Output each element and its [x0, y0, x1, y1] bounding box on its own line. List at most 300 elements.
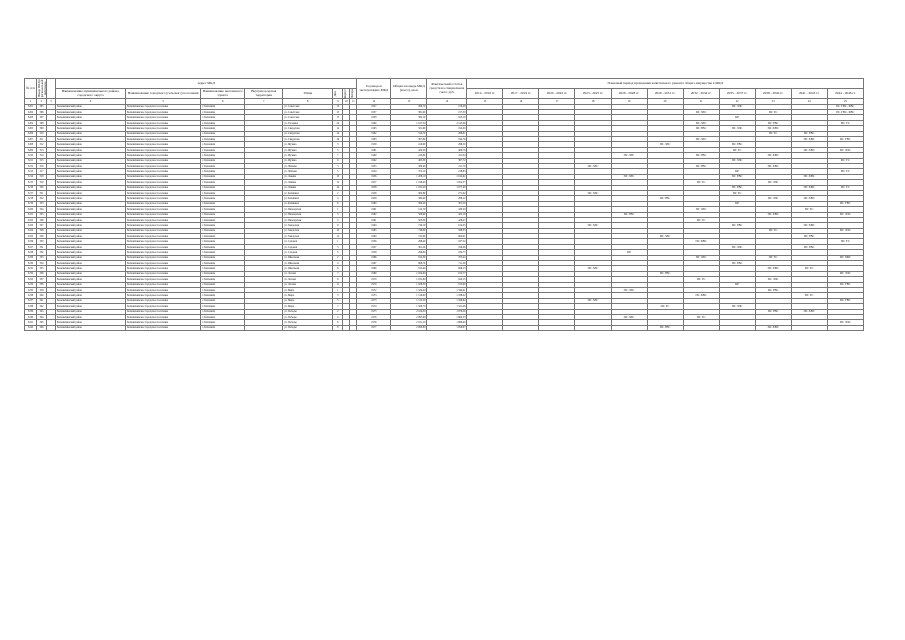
fund-cell: 218,83 — [427, 169, 467, 174]
year-cell: 1972 — [357, 287, 391, 292]
locality-cell: г. Балашиха — [201, 142, 245, 147]
work-period-cell: ПС ЭЛС — [827, 147, 863, 152]
work-period-cell: ПС ГВС — [827, 201, 863, 206]
row-number: 5233 — [25, 277, 37, 282]
district-cell: Балашихинский район — [56, 234, 126, 239]
house-cell: 8 — [333, 325, 343, 330]
header-korpus: Корпус — [343, 89, 350, 99]
column-number: 20 — [647, 99, 683, 104]
work-period-cell: КР — [719, 169, 755, 174]
fund-cell: 192,00 — [427, 126, 467, 131]
work-period-cell: ПС ЭЛС — [647, 142, 683, 147]
house-cell: 2 — [333, 309, 343, 314]
header-year-8: 2035 - 2037 гг. — [719, 89, 755, 99]
work-period-cell: ПС ЭЛС — [575, 190, 611, 195]
work-period-cell — [539, 325, 575, 330]
work-period-cell: ПС ЭЛС — [575, 298, 611, 303]
fund-cell: 912,77 — [427, 271, 467, 276]
street-cell: ул. Победы — [283, 314, 333, 319]
reg-number: 319 — [37, 180, 47, 185]
row-number: 5234 — [25, 282, 37, 287]
locality-cell: г. Балашиха — [201, 201, 245, 206]
header-locality: Наименование населенного пункта — [201, 89, 245, 99]
row-number: 5219 — [25, 201, 37, 206]
house-cell: 1 — [333, 239, 343, 244]
work-period-cell: ПС ХВС — [683, 239, 719, 244]
locality-cell: г. Балашиха — [201, 250, 245, 255]
work-period-cell: ПС ТС — [683, 277, 719, 282]
fund-cell: 1 862,53 — [427, 314, 467, 319]
reg-number: 327 — [37, 223, 47, 228]
row-number: 5230 — [25, 261, 37, 266]
row-number: 5218 — [25, 196, 37, 201]
street-cell: ул. Чапаева — [283, 169, 333, 174]
blank-cell — [47, 325, 56, 330]
district-cell: Балашихинский район — [56, 228, 126, 233]
column-number: 3 — [47, 99, 56, 104]
column-number: 12 — [357, 99, 391, 104]
street-cell: ул. Школьная — [283, 255, 333, 260]
street-cell: ул. Калинина — [283, 201, 333, 206]
letter-cell — [350, 325, 357, 330]
work-period-cell — [503, 325, 539, 330]
work-period-cell: ПС ГВС, ХВС — [827, 104, 863, 109]
work-period-cell: ПС ЭЛС — [683, 255, 719, 260]
house-cell: 1 — [333, 207, 343, 212]
fund-cell: 187,52 — [427, 239, 467, 244]
fund-cell: 466,76 — [427, 147, 467, 152]
column-number: 10 — [343, 99, 350, 104]
fund-cell: 271,92 — [427, 190, 467, 195]
column-number: 4 — [56, 99, 126, 104]
work-period-cell: ПС ЭЛС — [827, 228, 863, 233]
district-cell: Балашихинский район — [56, 266, 126, 271]
district-cell: Балашихинский район — [56, 277, 126, 282]
row-number: 5209 — [25, 147, 37, 152]
row-number: 5240 — [25, 314, 37, 319]
settlement-cell: Балашихинское городское поселение — [126, 131, 201, 136]
header-address: Адрес МКД — [56, 79, 357, 89]
year-cell: 1963 — [357, 126, 391, 131]
locality-cell: г. Балашиха — [201, 320, 245, 325]
header-year-3: 2020 - 2022 гг. — [539, 89, 575, 99]
header-period: Плановый период проведения капитального ремонта общего имущества в МКД — [467, 79, 864, 89]
work-period-cell: ПС ГВС — [827, 137, 863, 142]
header-year-5: 2026 - 2028 гг. — [611, 89, 647, 99]
street-cell: ул. Фучика — [283, 153, 333, 158]
district-cell: Балашихинский район — [56, 110, 126, 115]
year-cell: 1973 — [357, 293, 391, 298]
reg-number: 340 — [37, 293, 47, 298]
column-number: 16 — [503, 99, 539, 104]
area-cell: 508,90 — [391, 212, 427, 217]
area-cell: 314,70 — [391, 131, 427, 136]
column-number: 23 — [755, 99, 791, 104]
column-number: 5 — [126, 99, 201, 104]
house-cell: 6 — [333, 266, 343, 271]
area-cell: 505,30 — [391, 217, 427, 222]
work-period-cell: ПС ТС — [719, 147, 755, 152]
district-cell: Балашихинский район — [56, 223, 126, 228]
work-period-cell: ПС ЭЛС — [683, 207, 719, 212]
area-cell: 410,60 — [391, 142, 427, 147]
street-cell: ул. Заводская — [283, 228, 333, 233]
fund-cell: 711,29 — [427, 261, 467, 266]
house-cell: 5 — [333, 217, 343, 222]
area-cell: 296,80 — [391, 250, 427, 255]
header-fund: Фактический остаток средств на специальном счете, руб. — [427, 79, 467, 99]
work-period-cell: ПС ГВС — [791, 244, 827, 249]
year-cell: 1960 — [357, 153, 391, 158]
row-number: 5236 — [25, 293, 37, 298]
settlement-cell: Балашихинское городское поселение — [126, 239, 201, 244]
area-cell: 420,30 — [391, 147, 427, 152]
fund-cell: 604,91 — [427, 234, 467, 239]
header-territory: Внутригородская территория — [245, 89, 283, 99]
area-cell: 2 104,30 — [391, 309, 427, 314]
settlement-cell: Балашихинское городское поселение — [126, 158, 201, 163]
settlement-cell: Балашихинское городское поселение — [126, 142, 201, 147]
area-cell: 741,90 — [391, 234, 427, 239]
work-period-cell: ПС ЭЛС — [575, 266, 611, 271]
fund-cell: 698,13 — [427, 266, 467, 271]
area-cell: 1 516,90 — [391, 293, 427, 298]
row-number: 5223 — [25, 223, 37, 228]
row-number: 5228 — [25, 250, 37, 255]
row-number: 5232 — [25, 271, 37, 276]
work-period-cell: КР — [719, 282, 755, 287]
settlement-cell: Балашихинское городское поселение — [126, 277, 201, 282]
year-cell: 1954 — [357, 169, 391, 174]
column-number: 21 — [683, 99, 719, 104]
row-number: 5231 — [25, 266, 37, 271]
year-cell: 1961 — [357, 217, 391, 222]
work-period-cell: ПС ГВС — [719, 174, 755, 179]
reg-number: 309 — [37, 126, 47, 131]
work-period-cell: ПС ТС — [827, 169, 863, 174]
house-cell: 5 — [333, 298, 343, 303]
settlement-cell: Балашихинское городское поселение — [126, 207, 201, 212]
fund-cell: 157,30 — [427, 110, 467, 115]
street-cell: ул. Свердлова — [283, 126, 333, 131]
column-number: 24 — [791, 99, 827, 104]
house-cell: 11 — [333, 282, 343, 287]
year-cell: 1959 — [357, 190, 391, 195]
district-cell: Балашихинский район — [56, 304, 126, 309]
locality-cell: г. Балашиха — [201, 287, 245, 292]
year-cell: 1963 — [357, 137, 391, 142]
house-cell: 4 — [333, 196, 343, 201]
settlement-cell: Балашихинское городское поселение — [126, 163, 201, 168]
work-period-cell: ПС ЭЛС — [827, 271, 863, 276]
work-period-cell: ПС ГВС — [683, 163, 719, 168]
work-period-cell: ПС ХВС — [791, 185, 827, 190]
fund-cell: 612,05 — [427, 223, 467, 228]
work-period-cell: ПС ЭЛС — [647, 234, 683, 239]
settlement-cell: Балашихинское городское поселение — [126, 169, 201, 174]
settlement-cell: Балашихинское городское поселение — [126, 137, 201, 142]
locality-cell: г. Балашиха — [201, 325, 245, 330]
work-period-cell — [683, 325, 719, 330]
fund-cell: 397,72 — [427, 158, 467, 163]
work-period-cell: ПС ТС — [683, 180, 719, 185]
locality-cell: г. Балашиха — [201, 185, 245, 190]
reg-number: 317 — [37, 169, 47, 174]
settlement-cell: Балашихинское городское поселение — [126, 110, 201, 115]
house-cell: 3 — [333, 293, 343, 298]
house-cell: 17 — [333, 115, 343, 120]
work-period-cell: ПС ЭЛС — [719, 104, 755, 109]
street-cell: ул. Пионерская — [283, 212, 333, 217]
settlement-cell: Балашихинское городское поселение — [126, 250, 201, 255]
house-cell: 14 — [333, 131, 343, 136]
work-period-cell — [467, 325, 503, 330]
settlement-cell: Балашихинское городское поселение — [126, 126, 201, 131]
header-blank — [47, 79, 56, 99]
reg-number: 332 — [37, 250, 47, 255]
locality-cell: г. Балашиха — [201, 120, 245, 125]
reg-number: 335 — [37, 266, 47, 271]
fund-cell: 288,61 — [427, 131, 467, 136]
reg-number: 316 — [37, 163, 47, 168]
header-row-top — [25, 79, 864, 89]
street-cell: ул. Советская — [283, 110, 333, 115]
column-number: 11 — [350, 99, 357, 104]
district-cell: Балашихинский район — [56, 309, 126, 314]
work-period-cell: ПС ЭЛС — [575, 223, 611, 228]
work-period-cell: ПС ГВС — [827, 282, 863, 287]
street-cell: ул. Мира — [283, 304, 333, 309]
street-cell: ул. Гагарина — [283, 120, 333, 125]
locality-cell: г. Балашиха — [201, 314, 245, 319]
district-cell: Балашихинский район — [56, 217, 126, 222]
work-period-cell: ПС ТС — [827, 120, 863, 125]
locality-cell: г. Балашиха — [201, 131, 245, 136]
work-period-cell: ПС ГВС — [683, 126, 719, 131]
area-cell: 2 095,80 — [391, 325, 427, 330]
area-cell: 2 097,60 — [391, 314, 427, 319]
work-period-cell: ПС ХВС — [755, 266, 791, 271]
header-year-4: 2023 - 2025 гг. — [575, 89, 611, 99]
street-cell: ул. Лесная — [283, 282, 333, 287]
work-period-cell: ПС ТС — [827, 239, 863, 244]
house-cell: 3 — [333, 163, 343, 168]
reg-number: 339 — [37, 287, 47, 292]
fund-cell: 2 145,06 — [427, 120, 467, 125]
settlement-cell: Балашихинское городское поселение — [126, 120, 201, 125]
work-period-cell: ПС ХВС — [755, 212, 791, 217]
settlement-cell: Балашихинское городское поселение — [126, 282, 201, 287]
district-cell: Балашихинский район — [56, 212, 126, 217]
column-number: 19 — [611, 99, 647, 104]
column-number: 14 — [427, 99, 467, 104]
house-cell: 10 — [333, 228, 343, 233]
column-number: 7 — [245, 99, 283, 104]
capital-repair-register-table — [24, 78, 864, 331]
year-cell: 1975 — [357, 309, 391, 314]
street-cell: ул. Заводская — [283, 234, 333, 239]
work-period-cell: ПС ГВС — [719, 261, 755, 266]
work-period-cell: КР — [719, 201, 755, 206]
locality-cell: г. Балашиха — [201, 158, 245, 163]
street-cell: ул. Мира — [283, 298, 333, 303]
work-period-cell: ПС ТС — [755, 228, 791, 233]
row-number: 5229 — [25, 255, 37, 260]
house-cell: 5 — [333, 147, 343, 152]
work-period-cell: ПС ХВС — [791, 174, 827, 179]
house-cell: 3 — [333, 212, 343, 217]
column-number: 15 — [467, 99, 503, 104]
year-cell: 1958 — [357, 115, 391, 120]
territory-cell — [245, 325, 283, 330]
district-cell: Балашихинский район — [56, 158, 126, 163]
locality-cell: г. Балашиха — [201, 207, 245, 212]
column-number: 17 — [539, 99, 575, 104]
locality-cell: г. Балашиха — [201, 104, 245, 109]
district-cell: Балашихинский район — [56, 115, 126, 120]
fund-cell: 1 870,26 — [427, 309, 467, 314]
house-cell: 16 — [333, 137, 343, 142]
district-cell: Балашихинский район — [56, 261, 126, 266]
area-cell: 364,40 — [391, 196, 427, 201]
column-number: 18 — [575, 99, 611, 104]
reg-number: 308 — [37, 120, 47, 125]
header-house: Дом — [333, 89, 343, 99]
year-cell: 1960 — [357, 201, 391, 206]
district-cell: Балашихинский район — [56, 250, 126, 255]
street-cell: ул. Садовая — [283, 250, 333, 255]
locality-cell: г. Балашиха — [201, 309, 245, 314]
settlement-cell: Балашихинское городское поселение — [126, 293, 201, 298]
settlement-cell: Балашихинское городское поселение — [126, 244, 201, 249]
year-cell: 1966 — [357, 266, 391, 271]
row-number: 5217 — [25, 190, 37, 195]
row-number: 5211 — [25, 158, 37, 163]
house-cell: 5 — [333, 250, 343, 255]
district-cell: Балашихинский район — [56, 120, 126, 125]
reg-number: 310 — [37, 131, 47, 136]
korpus-cell — [343, 325, 350, 330]
area-cell: 413,80 — [391, 153, 427, 158]
row-number: 5227 — [25, 244, 37, 249]
reg-number: 337 — [37, 277, 47, 282]
locality-cell: г. Балашиха — [201, 282, 245, 287]
year-cell: 1976 — [357, 314, 391, 319]
reg-number: 328 — [37, 228, 47, 233]
row-number: 5205 — [25, 126, 37, 131]
header-year: Год ввода в эксплуатацию МКД — [357, 79, 391, 99]
year-cell: 1961 — [357, 207, 391, 212]
work-period-cell: ПС ГВС — [611, 212, 647, 217]
house-cell: 7 — [333, 153, 343, 158]
locality-cell: г. Балашиха — [201, 115, 245, 120]
area-cell: 740,10 — [391, 223, 427, 228]
reg-number: 318 — [37, 174, 47, 179]
house-cell: 12 — [333, 234, 343, 239]
street-cell: ул. Фучика — [283, 142, 333, 147]
locality-cell: г. Балашиха — [201, 304, 245, 309]
area-cell: 1 196,40 — [391, 180, 427, 185]
row-number: 5239 — [25, 309, 37, 314]
area-cell: 380,70 — [391, 104, 427, 109]
work-period-cell: ПС ТС — [755, 131, 791, 136]
fund-cell: 430,20 — [427, 207, 467, 212]
locality-cell: г. Балашиха — [201, 147, 245, 152]
area-cell: 360,20 — [391, 201, 427, 206]
row-number: 5215 — [25, 180, 37, 185]
work-period-cell: ПС ГВС — [755, 120, 791, 125]
work-period-cell: ПС ГВС — [827, 298, 863, 303]
settlement-cell: Балашихинское городское поселение — [126, 234, 201, 239]
row-number: 5214 — [25, 174, 37, 179]
street-cell: ул. Свердлова — [283, 131, 333, 136]
fund-cell: 194,76 — [427, 137, 467, 142]
area-cell: 1 031,80 — [391, 277, 427, 282]
street-cell: ул. Школьная — [283, 266, 333, 271]
settlement-cell: Балашихинское городское поселение — [126, 147, 201, 152]
area-cell: 1 512,20 — [391, 298, 427, 303]
year-cell: 1964 — [357, 223, 391, 228]
settlement-cell: Балашихинское городское поселение — [126, 309, 201, 314]
work-period-cell: КР — [611, 250, 647, 255]
fund-cell: 1 866,40 — [427, 320, 467, 325]
year-cell: 1958 — [357, 196, 391, 201]
locality-cell: г. Балашиха — [201, 239, 245, 244]
house-cell: 4 — [333, 261, 343, 266]
year-cell: 1976 — [357, 320, 391, 325]
work-period-cell: ПС ХВС — [755, 126, 791, 131]
street-cell: ул. Советская — [283, 115, 333, 120]
street-cell: ул. Калинина — [283, 196, 333, 201]
fund-cell: 1 338,02 — [427, 293, 467, 298]
street-cell: ул. Калинина — [283, 190, 333, 195]
header-district: Наименование муниципального района, городского округа — [56, 89, 126, 99]
district-cell: Балашихинский район — [56, 180, 126, 185]
row-number: 5221 — [25, 212, 37, 217]
district-cell: Балашихинский район — [56, 282, 126, 287]
reg-number: 330 — [37, 239, 47, 244]
work-period-cell: ПС ГВС — [755, 309, 791, 314]
year-cell: 1969 — [357, 271, 391, 276]
locality-cell: г. Балашиха — [201, 217, 245, 222]
year-cell: 1974 — [357, 304, 391, 309]
district-cell: Балашихинский район — [56, 196, 126, 201]
district-cell: Балашихинский район — [56, 104, 126, 109]
district-cell: Балашихинский район — [56, 244, 126, 249]
area-cell: 815,40 — [391, 266, 427, 271]
work-period-cell: ПС ХВС — [755, 163, 791, 168]
reg-number: 311 — [37, 137, 47, 142]
year-cell: 1958 — [357, 185, 391, 190]
locality-cell: г. Балашиха — [201, 169, 245, 174]
work-period-cell: ПС ЭЛС — [827, 320, 863, 325]
work-period-cell: ПС ГВС — [719, 142, 755, 147]
reg-number: 342 — [37, 304, 47, 309]
area-cell: 301,20 — [391, 244, 427, 249]
work-period-cell: ПС ХВС — [683, 293, 719, 298]
locality-cell: г. Балашиха — [201, 261, 245, 266]
locality-cell: г. Балашиха — [201, 244, 245, 249]
header-year-10: 2041 - 2043 гг. — [791, 89, 827, 99]
column-number: 6 — [201, 99, 245, 104]
year-cell: 1958 — [357, 250, 391, 255]
fund-cell: 1 014,62 — [427, 174, 467, 179]
work-period-cell: ПС ТС — [683, 217, 719, 222]
work-period-cell: ПС ГВС — [791, 234, 827, 239]
header-settlement: Наименование городского (сельского) поселения — [126, 89, 201, 99]
area-cell: 362,80 — [391, 190, 427, 195]
district-cell: Балашихинский район — [56, 190, 126, 195]
